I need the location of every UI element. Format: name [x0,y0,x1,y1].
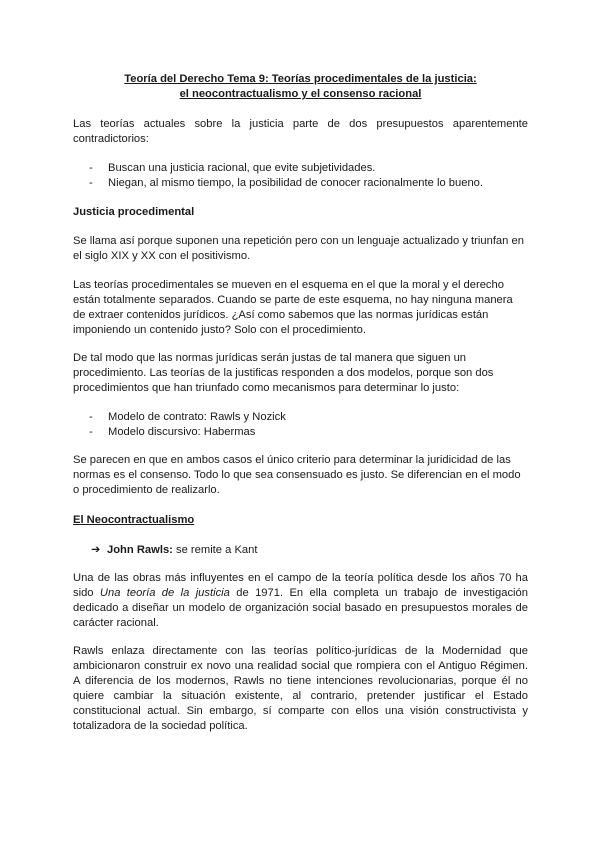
paragraph: Las teorías procedimentales se mueven en el esquema en el que la moral y el derecho están totalmente separados. Cuando se parte de este esquema, no hay ninguna manera de extraer contenidos jurídicos. ¿Así como sabemos que las normas jurídicas están imponiendo un contenido justo? Solo con el procedimiento. [73,279,513,336]
book-title: Una teoría de la justicia [99,587,230,599]
author-name: John Rawls: [107,544,173,556]
section-heading-justicia-procedimental: Justicia procedimental [73,206,195,218]
title-line-2: el neocontractualismo y el consenso racional [179,88,422,100]
paragraph: Se parecen en que en ambos casos el único criterio para determinar la juridicidad de las normas es el consenso. Todo lo que sea consensuado es justo. Se diferencian en el modo o procedimiento de realizarlo. [73,454,521,496]
paragraph: Se llama así porque suponen una repetición pero con un lenguaje actualizado y triunfan en el siglo XIX y XX con el positivismo. [73,235,524,262]
models-list [73,410,528,440]
paragraph: De tal modo que las normas jurídicas serán justas de tal manera que siguen un procedimiento. Las teorías de la justificas responden a dos modelos, porque son dos procedimientos que han triunfado como mecanismos para determinar lo justo: [73,352,494,394]
arrow-right-icon: ➔ [91,544,101,556]
intro-paragraph: Las teorías actuales sobre la justicia parte de dos presupuestos aparentemente contradictorios: [73,118,528,145]
document-title [73,72,528,102]
list-item: - Modelo de contrato: Rawls y Nozick [89,411,286,423]
list-item: - Buscan una justicia racional, que evite subjetividades. [89,162,376,174]
list-item: - Niegan, al mismo tiempo, la posibilidad de conocer racionalmente lo bueno. [89,177,483,189]
author-note: se remite a Kant [172,544,258,556]
section-heading-neocontractualismo: El Neocontractualismo [73,514,195,526]
dash-bullet: - [89,162,93,174]
paragraph: Rawls enlaza directamente con las teorías político-jurídicas de la Modernidad que ambicionaron construir ex novo una realidad social que rompiera con el Antiguo Régimen. A diferencia de los modernos, Rawls no tiene intenciones revolucionarias, porque él no quiere cambiar la situación existente, al contrario, pretender justificar el Estado constitucional actual. Sin embargo, sí comparte con ellos una visión constructivista y totalizadora de la sociedad política. [73,645,528,732]
dash-bullet: - [89,426,93,438]
title-line-1: Teoría del Derecho Tema 9: Teorías procedimentales de la justicia: [124,73,477,85]
dash-bullet: - [89,411,93,423]
list-item: - Modelo discursivo: Habermas [89,426,256,438]
paragraph-rawls-work: Una de las obras más influyentes en el campo de la teoría política desde los años 70 ha sido Una teoría de la justicia de 1971. En ella completa un trabajo de investigación dedicado a diseñar un modelo de organización social basado en presupuestos morales de carácter racional. [73,572,528,629]
intro-list [73,161,528,191]
dash-bullet: - [89,177,93,189]
